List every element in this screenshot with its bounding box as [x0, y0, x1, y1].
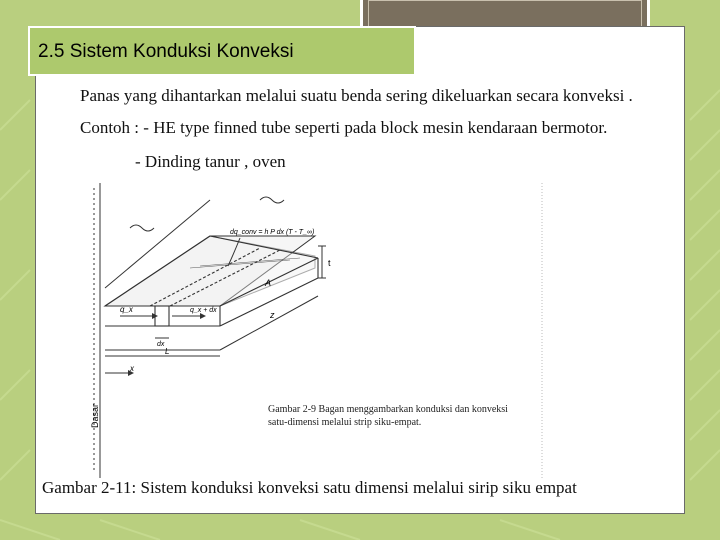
slide-title: 2.5 Sistem Konduksi Konveksi: [38, 41, 294, 62]
label-dx: dx: [157, 341, 165, 348]
doc-line-2: Contoh : - HE type finned tube seperti pada block mesin kendaraan bermotor.: [80, 118, 608, 137]
base-wall: [94, 183, 100, 478]
doc-line-3: - Dinding tanur , oven: [135, 152, 286, 171]
label-A: A: [265, 278, 272, 288]
convection-equation: dq_conv = h P dx (T - T_∞): [230, 229, 315, 236]
label-L: L: [165, 347, 170, 356]
label-x: x: [130, 364, 134, 373]
thickness-dimension: [318, 246, 326, 278]
label-qx: q_x: [120, 305, 133, 314]
bottom-caption: Gambar 2-11: Sistem konduksi konveksi satu dimensi melalui sirip siku empat: [42, 478, 577, 497]
label-t: t: [328, 258, 331, 268]
label-z: z: [270, 310, 275, 320]
figure-caption-small: [268, 403, 538, 429]
figure-caption-line-1: Gambar 2-9 Bagan menggambarkan konduksi dan konveksi: [268, 404, 508, 415]
label-qxdx: q_x + dx: [190, 307, 217, 314]
figure-caption-line-2: satu-dimensi melalui strip siku-empat.: [268, 417, 422, 428]
label-base: Dasar: [90, 403, 100, 428]
fin-diagram: [90, 178, 550, 478]
doc-line-1: Panas yang dihantarkan melalui suatu benda sering dikeluarkan secara konveksi .: [80, 86, 633, 105]
